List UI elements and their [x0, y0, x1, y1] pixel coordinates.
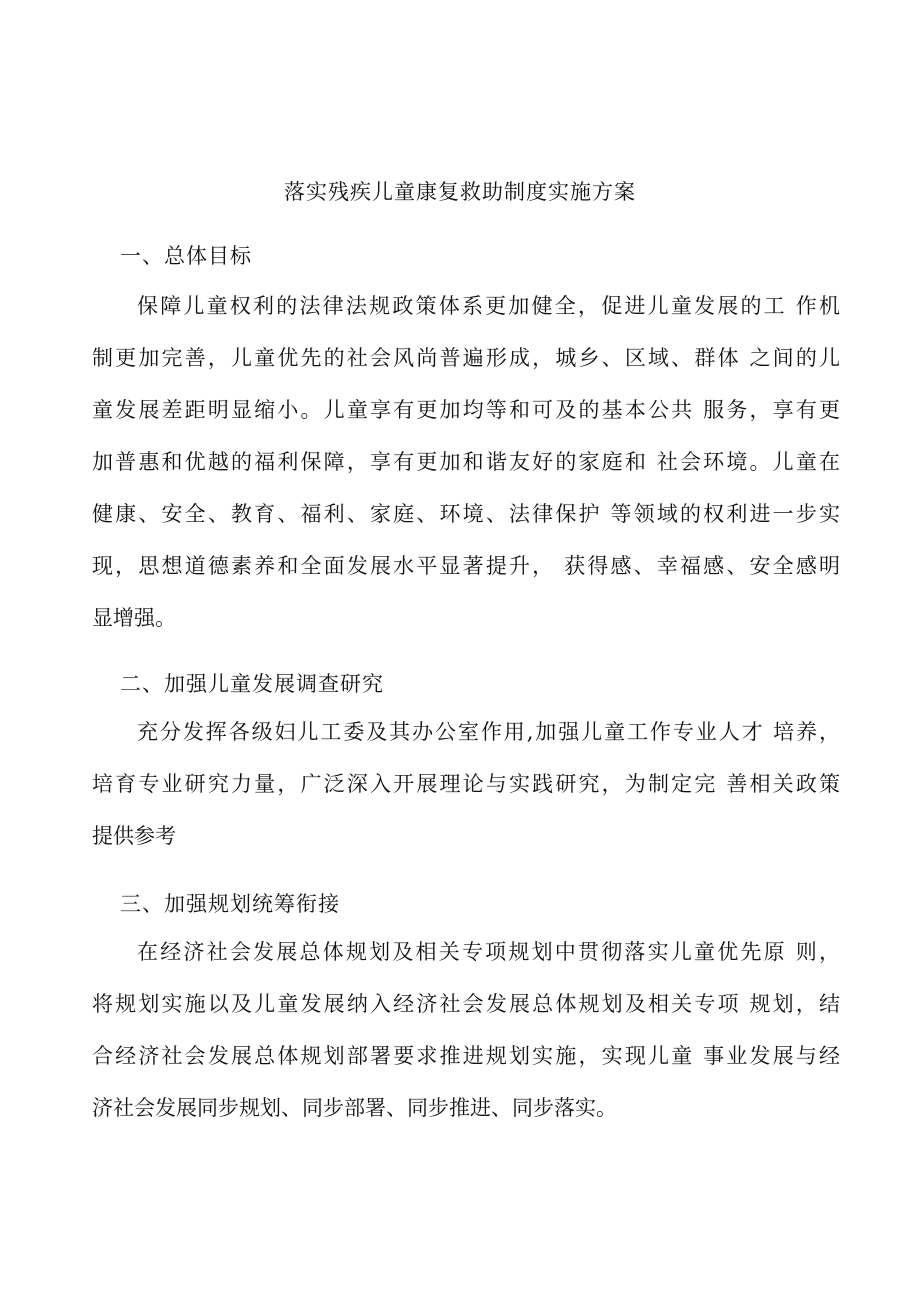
section-paragraph-overall-goals	[92, 280, 840, 644]
paragraph-line: 济社会发展同步规划、同步部署、同步推进、同步落实。	[92, 1096, 617, 1120]
section-heading-planning: 三、加强规划统筹衔接	[120, 892, 340, 916]
paragraph-line: 现，思想道德素养和全面发展水平显著提升， 获得感、幸福感、安全感明	[92, 554, 840, 578]
document-title: 落实残疾儿童康复救助制度实施方案	[284, 180, 636, 204]
section-heading-research: 二、加强儿童发展调查研究	[120, 672, 384, 696]
paragraph-line: 提供参考	[92, 824, 176, 848]
paragraph-line: 在经济社会发展总体规划及相关专项规划中贯彻落实儿童优先原 则，	[137, 940, 840, 964]
paragraph-line: 培育专业研究力量，广泛深入开展理论与实践研究，为制定完 善相关政策	[92, 772, 840, 796]
section-heading-overall-goals: 一、总体目标	[120, 244, 252, 268]
paragraph-line: 充分发挥各级妇儿工委及其办公室作用,加强儿童工作专业人才 培养，	[137, 720, 840, 744]
paragraph-line: 童发展差距明显缩小。儿童享有更加均等和可及的基本公共 服务，享有更	[92, 398, 840, 422]
section-paragraph-research	[92, 706, 840, 862]
section-paragraph-planning	[92, 926, 840, 1134]
paragraph-line: 显增强。	[92, 606, 176, 630]
paragraph-line: 加普惠和优越的福利保障，享有更加和谐友好的家庭和 社会环境。儿童在	[92, 450, 840, 474]
paragraph-line: 保障儿童权利的法律法规政策体系更加健全，促进儿童发展的工 作机	[137, 294, 840, 318]
paragraph-line: 合经济社会发展总体规划部署要求推进规划实施，实现儿童 事业发展与经	[92, 1044, 840, 1068]
paragraph-line: 健康、安全、教育、福利、家庭、环境、法律保护 等领域的权利进一步实	[92, 502, 840, 526]
paragraph-line: 制更加完善，儿童优先的社会风尚普遍形成，城乡、区域、群体 之间的儿	[92, 346, 840, 370]
paragraph-line: 将规划实施以及儿童发展纳入经济社会发展总体规划及相关专项 规划，结	[92, 992, 840, 1016]
